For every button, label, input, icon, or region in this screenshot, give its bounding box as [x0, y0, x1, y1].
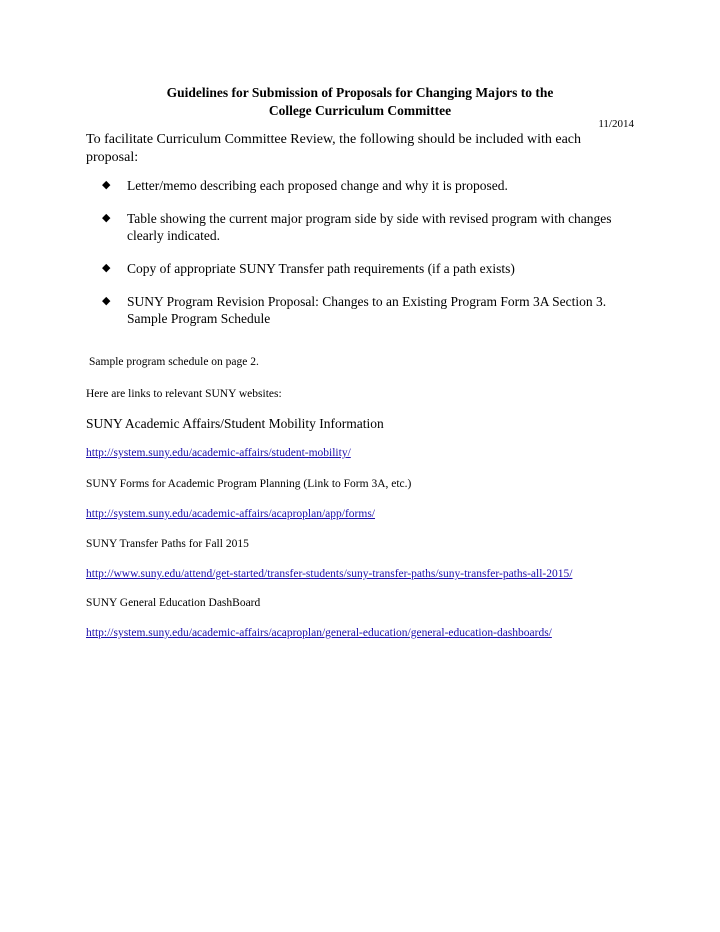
sample-note: Sample program schedule on page 2.: [89, 356, 259, 368]
links-intro: Here are links to relevant SUNY websites:: [86, 388, 282, 400]
list-item: [86, 260, 646, 277]
link-gen-ed-dashboards[interactable]: http://system.suny.edu/academic-affairs/acaproplan/general-education/general-education-dashboards/: [86, 627, 552, 639]
list-item: [86, 210, 646, 244]
resource-label-student-mobility: SUNY Academic Affairs/Student Mobility Information: [86, 416, 384, 431]
list-item: [86, 293, 646, 327]
diamond-bullet-icon: ◆: [102, 262, 111, 274]
link-transfer-paths[interactable]: http://www.suny.edu/attend/get-started/transfer-students/suny-transfer-paths/suny-transfer-paths-all-2015/: [86, 568, 573, 580]
resource-label-transfer-paths: SUNY Transfer Paths for Fall 2015: [86, 538, 249, 550]
intro-text: To facilitate Curriculum Committee Review, the following should be included with each proposal:: [86, 132, 581, 165]
title-line-1: Guidelines for Submission of Proposals for Changing Majors to the: [166, 85, 554, 100]
resource-label-gen-ed: SUNY General Education DashBoard: [86, 597, 261, 609]
document-title: [0, 84, 720, 120]
list-item-text: SUNY Program Revision Proposal: Changes to an Existing Program Form 3A Section 3. Sample Program Schedule: [127, 294, 607, 326]
document-date: 11/2014: [598, 118, 634, 130]
list-item-text: Letter/memo describing each proposed change and why it is proposed.: [127, 178, 508, 193]
diamond-bullet-icon: ◆: [102, 295, 111, 307]
list-item-text: Copy of appropriate SUNY Transfer path requirements (if a path exists): [127, 261, 515, 276]
diamond-bullet-icon: ◆: [102, 179, 111, 191]
list-item-text: Table showing the current major program side by side with revised program with changes clearly indicated.: [127, 211, 612, 243]
requirements-list: [86, 177, 646, 343]
link-forms[interactable]: http://system.suny.edu/academic-affairs/acaproplan/app/forms/: [86, 508, 376, 520]
title-line-2: College Curriculum Committee: [268, 103, 452, 118]
resource-label-forms: SUNY Forms for Academic Program Planning (Link to Form 3A, etc.): [86, 478, 412, 490]
link-student-mobility[interactable]: http://system.suny.edu/academic-affairs/student-mobility/: [86, 447, 351, 459]
diamond-bullet-icon: ◆: [102, 212, 111, 224]
list-item: [86, 177, 646, 194]
